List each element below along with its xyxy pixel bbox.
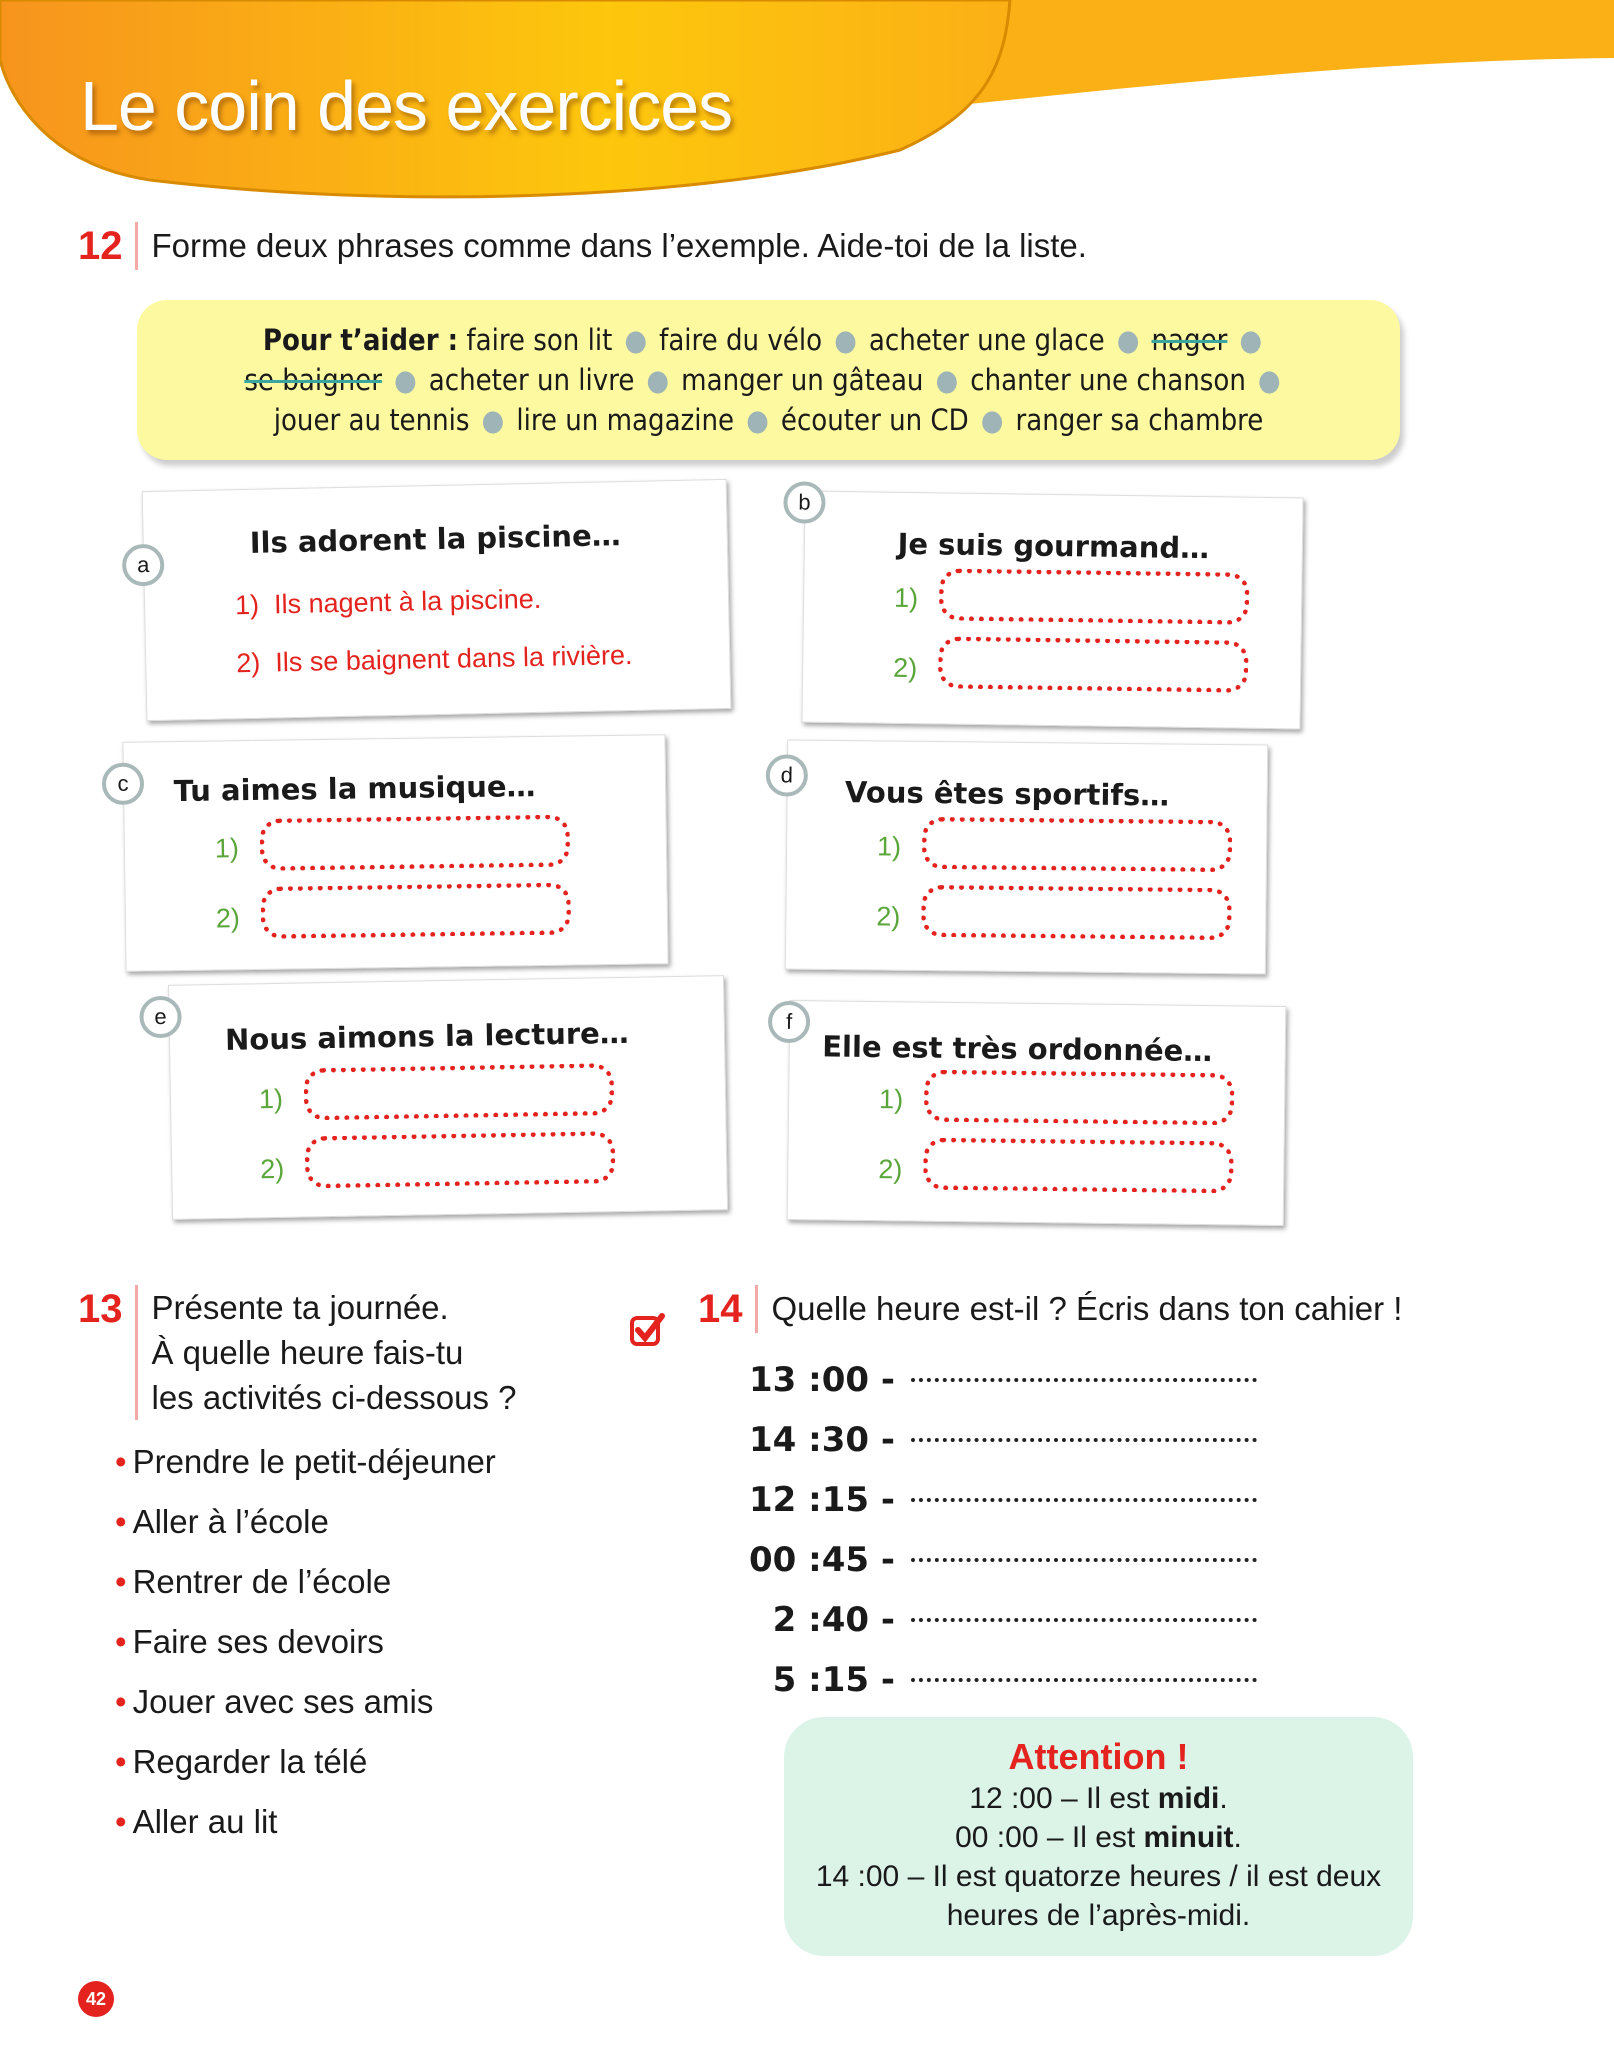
time-row: 14 :30 - — [725, 1410, 1257, 1470]
card-prompt: Elle est très ordonnée… — [822, 1029, 1213, 1069]
time-list — [725, 1350, 1257, 1710]
answer-field-2[interactable] — [921, 885, 1232, 940]
line-number: 1) — [876, 831, 902, 862]
exercise-14-header — [698, 1285, 1402, 1333]
help-label: Pour t’aider : — [262, 323, 459, 357]
instruction-line: les activités ci-dessous ? — [151, 1379, 517, 1416]
exercise-instruction: Forme deux phrases comme dans l’exemple. Aide-toi de la liste. — [151, 227, 1087, 264]
card-a — [136, 479, 732, 721]
answer-field-2[interactable] — [938, 636, 1249, 692]
card-letter: f — [768, 1001, 811, 1044]
card-prompt: Ils adorent la piscine… — [249, 518, 622, 560]
list-item: • Faire ses devoirs — [115, 1623, 384, 1660]
attention-line: 12 :00 – Il est midi. — [969, 1782, 1228, 1815]
line-number: 2) — [215, 903, 241, 934]
list-item: • Jouer avec ses amis — [115, 1683, 434, 1720]
card-prompt: Je suis gourmand… — [897, 526, 1210, 566]
answer-line[interactable] — [911, 1618, 1257, 1622]
answer-field-1[interactable] — [922, 817, 1233, 872]
exercise-number: 13 — [78, 1285, 138, 1420]
line-number: 1) — [214, 833, 240, 864]
answer-field-2[interactable] — [305, 1131, 616, 1188]
attention-line: heures de l’après-midi. — [946, 1899, 1251, 1932]
checkbox-checked-icon — [628, 1310, 668, 1350]
activity-list — [115, 1432, 496, 1852]
line-number: 2) — [259, 1153, 285, 1185]
help-box: Pour t’aider : faire son lit ● faire du vélo ● acheter une glace ● nager ● se baigner ● acheter un livre ● manger un gâteau ● chanter une chanson ● jouer au tennis ● lire un magazine ● écouter un CD ● ranger sa chambre — [137, 300, 1400, 460]
line-number: 2) — [892, 652, 918, 684]
attention-line: 00 :00 – Il est minuit. — [955, 1821, 1242, 1854]
exercise-number: 12 — [78, 222, 138, 270]
time-row: 12 :15 - — [725, 1470, 1257, 1530]
answer-1: 1) Ils nagent à la piscine. — [234, 583, 542, 621]
card-letter: b — [783, 481, 826, 524]
list-item: • Rentrer de l’école — [115, 1563, 392, 1600]
help-item: ranger sa chambre — [1015, 403, 1264, 437]
help-item-struck: se baigner — [244, 363, 382, 397]
answer-line[interactable] — [911, 1438, 1257, 1442]
attention-title: Attention ! — [1008, 1736, 1189, 1777]
help-item: lire un magazine — [516, 403, 735, 437]
list-item: • Aller au lit — [115, 1803, 278, 1840]
answer-line[interactable] — [911, 1678, 1257, 1682]
exercise-12-header — [78, 222, 1087, 270]
card-c — [117, 734, 668, 972]
help-item-struck: nager — [1151, 323, 1228, 357]
exercise-instruction: Quelle heure est-il ? Écris dans ton cahier ! — [771, 1290, 1403, 1327]
answer-field-1[interactable] — [939, 568, 1250, 624]
card-e — [154, 975, 728, 1220]
answer-field-2[interactable] — [923, 1138, 1234, 1194]
help-item: manger un gâteau — [681, 363, 924, 397]
page-title: Le coin des exercices — [80, 67, 733, 145]
help-item: faire son lit — [466, 323, 613, 357]
card-b — [798, 489, 1303, 730]
card-letter: e — [139, 996, 182, 1039]
line-number: 2) — [876, 901, 901, 932]
line-number: 1) — [893, 582, 919, 614]
answer-field-1[interactable] — [924, 1070, 1235, 1126]
card-f — [787, 1000, 1287, 1226]
card-letter: c — [102, 763, 145, 806]
page-number: 42 — [78, 1981, 114, 2017]
card-prompt: Tu aimes la musique… — [173, 769, 536, 809]
help-item: acheter une glace — [868, 323, 1105, 357]
time-row: 5 :15 - — [725, 1650, 1257, 1710]
line-number: 2) — [878, 1154, 903, 1185]
help-item: acheter un livre — [428, 363, 635, 397]
list-item: • Regarder la télé — [115, 1743, 368, 1780]
attention-line: 14 :00 – Il est quatorze heures / il est deux — [815, 1860, 1382, 1893]
answer-field-2[interactable] — [260, 883, 571, 939]
line-number: 1) — [258, 1083, 284, 1115]
instruction-line: Présente ta journée. — [151, 1289, 449, 1326]
time-row: 13 :00 - — [725, 1350, 1257, 1410]
card-letter: d — [766, 754, 808, 796]
instruction-line: À quelle heure fais-tu — [151, 1334, 464, 1371]
time-row: 00 :45 - — [725, 1530, 1257, 1590]
card-prompt: Nous aimons la lecture… — [224, 1015, 630, 1057]
line-number: 1) — [878, 1084, 904, 1115]
exercise-13-header — [78, 1285, 516, 1420]
help-item: chanter une chanson — [970, 363, 1246, 397]
answer-line[interactable] — [911, 1378, 1257, 1382]
answer-2: 2) Ils se baignent dans la rivière. — [235, 639, 633, 679]
time-row: 2 :40 - — [725, 1590, 1257, 1650]
help-item: faire du vélo — [659, 323, 823, 357]
card-letter: a — [122, 544, 165, 587]
answer-field-1[interactable] — [260, 815, 571, 871]
answer-line[interactable] — [911, 1498, 1257, 1502]
list-item: • Aller à l’école — [115, 1503, 329, 1540]
list-item: • Prendre le petit-déjeuner — [115, 1443, 496, 1480]
help-item: jouer au tennis — [273, 403, 470, 437]
answer-field-1[interactable] — [303, 1063, 614, 1120]
card-d — [780, 739, 1268, 974]
card-prompt: Vous êtes sportifs… — [844, 775, 1170, 813]
answer-line[interactable] — [911, 1558, 1257, 1562]
help-item: écouter un CD — [780, 403, 969, 437]
exercise-number: 14 — [698, 1285, 758, 1333]
attention-box — [784, 1717, 1413, 1956]
